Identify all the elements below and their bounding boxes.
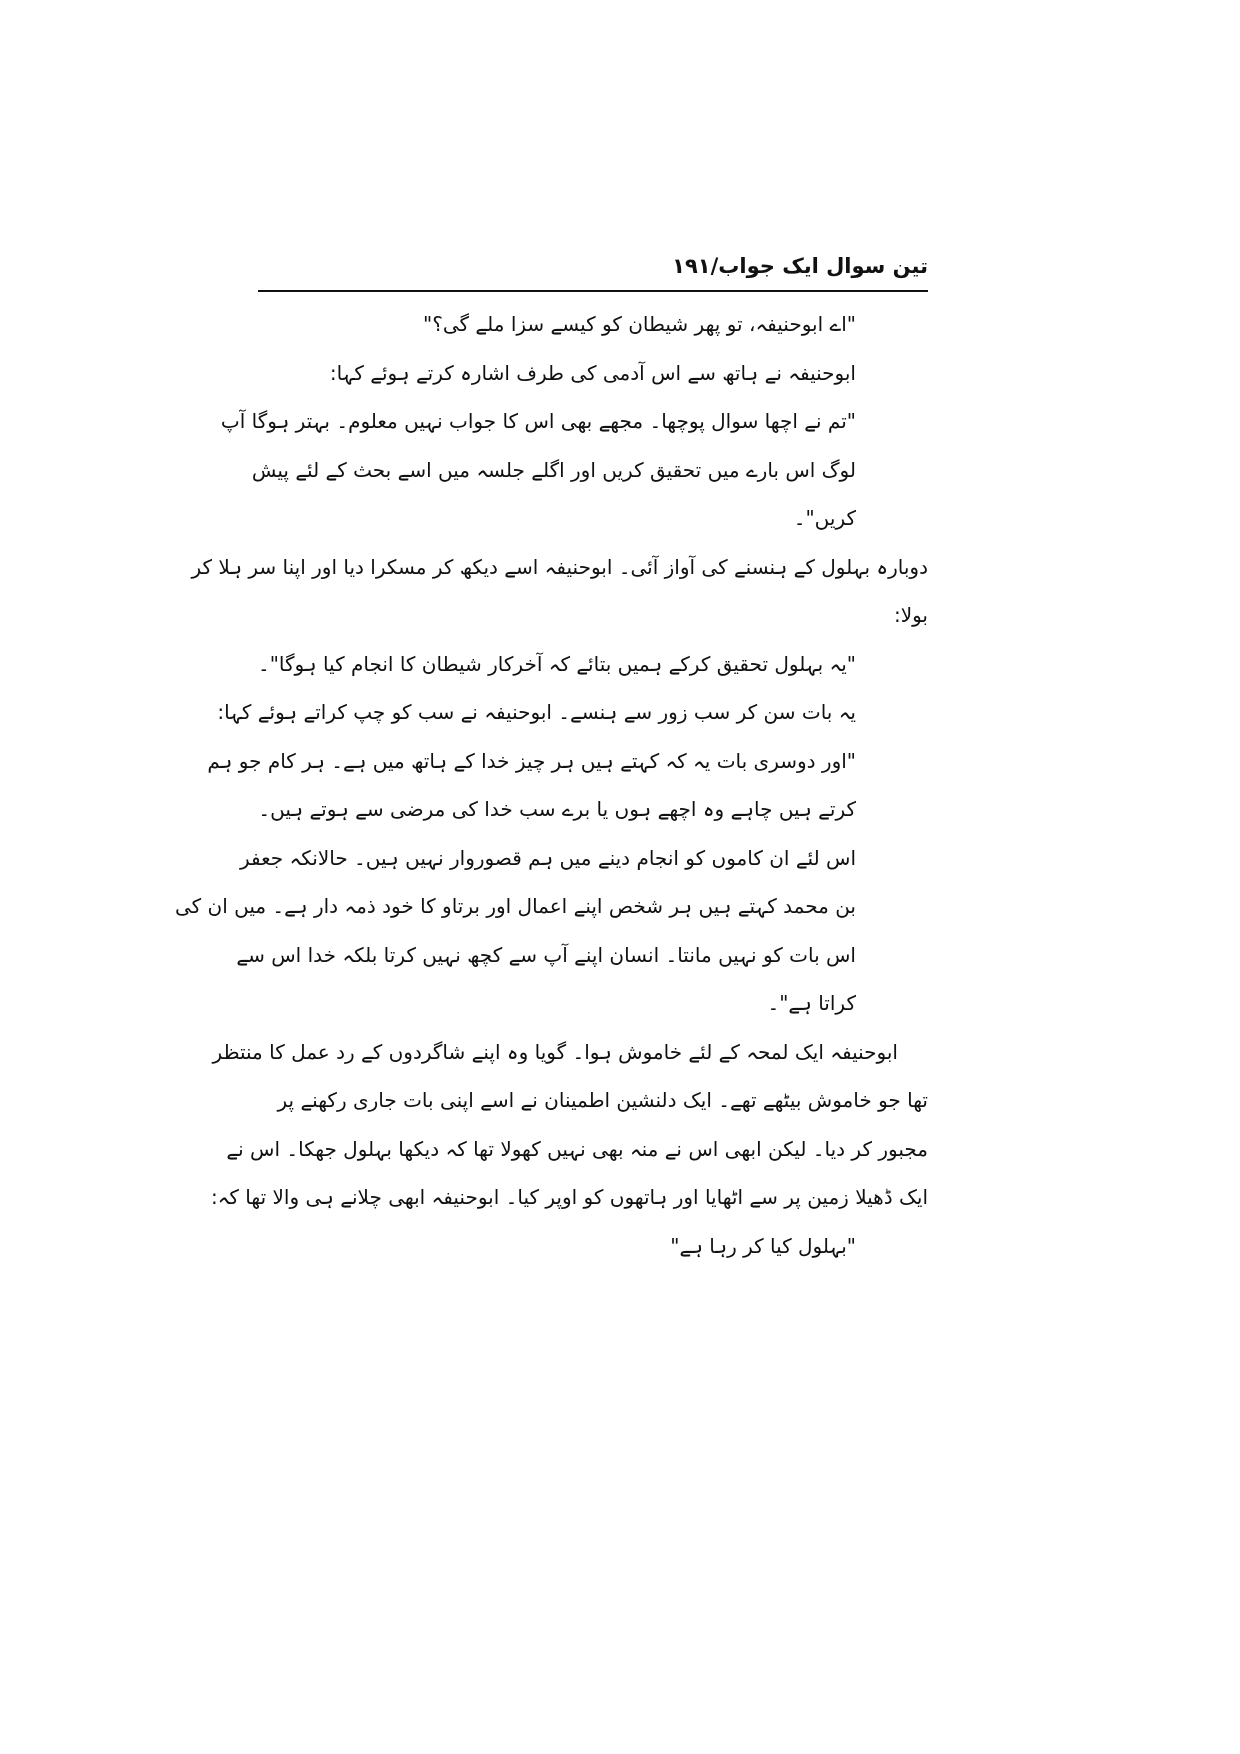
text-line: "تم نے اچھا سوال پوچھا۔ مجھے بھی اس کا جواب نہیں معلوم۔ بہتر ہوگا آپ [220, 409, 856, 433]
header-divider [258, 290, 928, 292]
text-line: مجبور کر دیا۔ لیکن ابھی اس نے منہ بھی نہیں کھولا تھا کہ دیکھا بہلول جھکا۔ اس نے [226, 1136, 928, 1161]
text-line: ابوحنیفہ ایک لمحہ کے لئے خاموش ہوا۔ گویا وہ اپنے شاگردوں کے رد عمل کا منتظر [212, 1039, 898, 1064]
text-line: اس لئے ان کاموں کو انجام دینے میں ہم قصوروار نہیں ہیں۔ حالانکہ جعفر [239, 845, 856, 870]
text-line: "اور دوسری بات یہ کہ کہتے ہیں ہر چیز خدا کے ہاتھ میں ہے۔ ہر کام جو ہم [207, 748, 856, 773]
text-line: ایک ڈھیلا زمین پر سے اٹھایا اور ہاتھوں کو اوپر کیا۔ ابوحنیفہ ابھی چلانے ہی والا تھا کہ: [210, 1185, 928, 1209]
text-line: "اے ابوحنیفہ، تو پھر شیطان کو کیسے سزا ملے گی؟" [423, 312, 856, 336]
text-line: کراتا ہے"۔ [767, 991, 856, 1015]
text-line: اس بات کو نہیں مانتا۔ انسان اپنے آپ سے کچھ نہیں کرتا بلکہ خدا اس سے [236, 942, 856, 967]
header-title: تین سوال ایک جواب/۱۹۱ [672, 254, 928, 278]
text-line: لوگ اس بارے میں تحقیق کریں اور اگلے جلسہ میں اسے بحث کے لئے پیش [251, 457, 856, 482]
text-line: کریں"۔ [793, 506, 856, 530]
text-line: "یہ بہلول تحقیق کرکے ہمیں بتائے کہ آخرکار شیطان کا انجام کیا ہوگا"۔ [258, 651, 856, 676]
running-header [258, 244, 928, 288]
text-line: "بہلول کیا کر رہا ہے" [670, 1233, 856, 1258]
text-line: بن محمد کہتے ہیں ہر شخص اپنے اعمال اور برتاو کا خود ذمہ دار ہے۔ میں ان کی [174, 894, 856, 918]
text-line: کرتے ہیں چاہے وہ اچھے ہوں یا برے سب خدا کی مرضی سے ہوتے ہیں۔ [258, 797, 856, 821]
text-line: تھا جو خاموش بیٹھے تھے۔ ایک دلنشین اطمینان نے اسے اپنی بات جاری رکھنے پر [277, 1088, 928, 1112]
page-body [174, 300, 928, 1270]
text-line: یہ بات سن کر سب زور سے ہنسے۔ ابوحنیفہ نے سب کو چپ کراتے ہوئے کہا: [217, 700, 856, 724]
text-line: بولا: [893, 603, 928, 627]
text-line: دوبارہ بہلول کے ہنسنے کی آواز آئی۔ ابوحنیفہ اسے دیکھ کر مسکرا دیا اور اپنا سر ہلا کر [191, 554, 928, 579]
text-line: ابوحنیفہ نے ہاتھ سے اس آدمی کی طرف اشارہ کرتے ہوئے کہا: [329, 360, 856, 385]
